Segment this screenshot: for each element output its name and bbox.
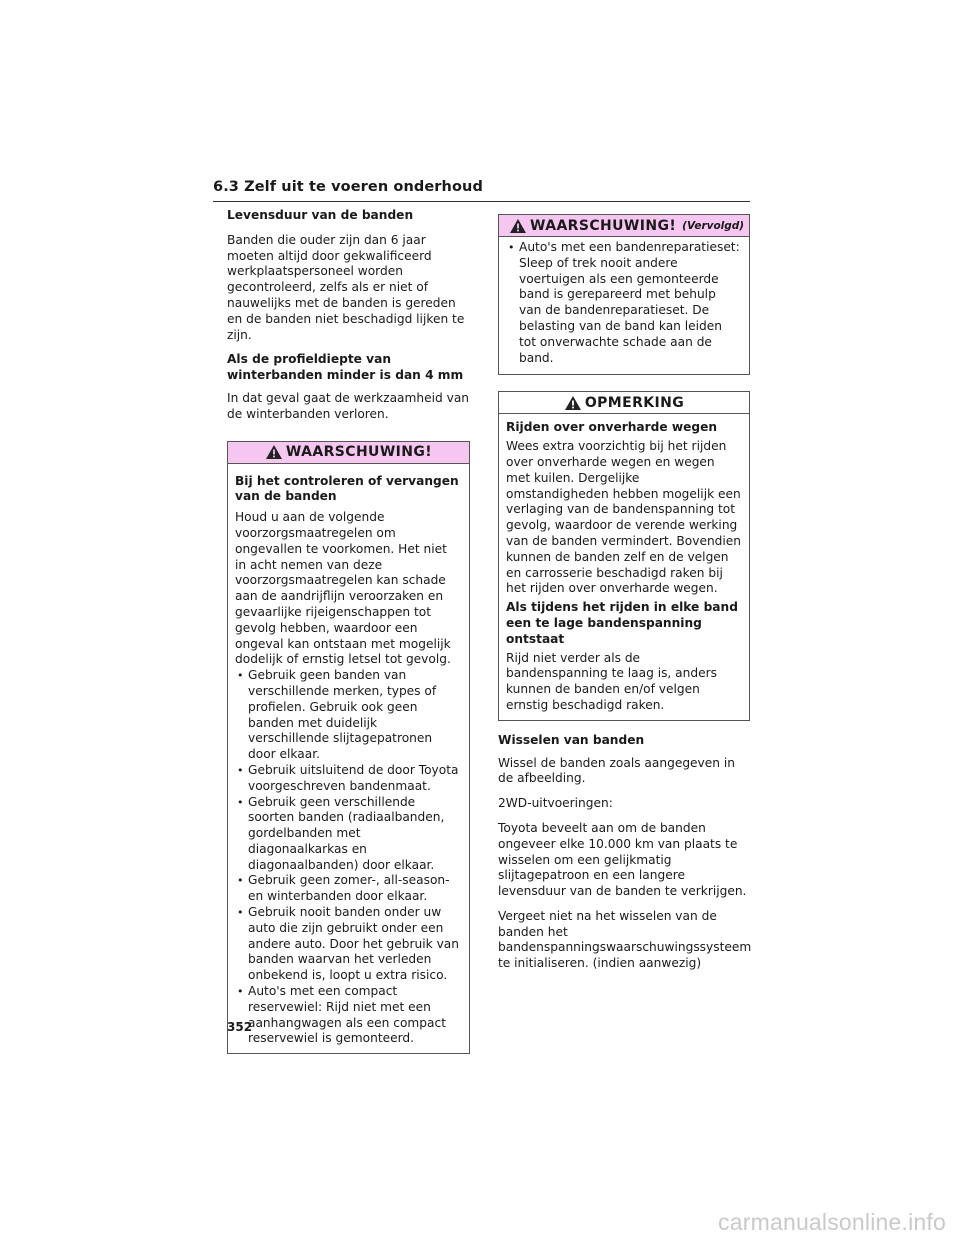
tire-life-text: Banden die ouder zijn dan 6 jaar moeten altijd door gekwalificeerd werkplaatspersoneel worden gecontroleerd, zelfs als er niet of nauwelijks met de banden is gereden en de banden niet beschadigd lijken te zijn. bbox=[227, 232, 465, 342]
warning-header bbox=[228, 442, 469, 464]
warning-subheading: Bij het controleren of vervangen van de banden bbox=[235, 473, 459, 504]
continued-tag: (Vervolgd) bbox=[682, 219, 745, 232]
list-item: • Gebruik geen banden van verschillende merken, types of profielen. Gebruik ook geen banden met duidelijk verschillende slijtagepatronen door elkaar. bbox=[235, 668, 461, 763]
left-column bbox=[227, 208, 470, 1054]
list-item: • Auto's met een compact reservewiel: Rijd niet met een aanhangwagen als een compact reservewiel is gemonteerd. bbox=[235, 984, 461, 1047]
note-heading-unpaved: Rijden over onverharde wegen bbox=[506, 420, 718, 435]
twowd-label: 2WD-uitvoeringen: bbox=[498, 796, 613, 811]
warning-continued-body bbox=[499, 237, 749, 374]
note-text-low-pressure: Rijd niet verder als de bandenspanning te laag is, anders kunnen de banden en/of velgen ernstig beschadigd raken. bbox=[506, 650, 717, 712]
list-item: • Gebruik geen zomer-, all-season- en winterbanden door elkaar. bbox=[235, 873, 461, 905]
winter-text: In dat geval gaat de werkzaamheid van de winterbanden verloren. bbox=[227, 390, 470, 421]
warning-continued-title: WAARSCHUWING! bbox=[530, 217, 677, 234]
warning-bullet-list bbox=[235, 668, 461, 1047]
list-item: • Gebruik nooit banden onder uw auto die zijn gebruikt onder een andere auto. Door het gebruik van banden waarvan het verleden onbekend is, loopt u extra risico. bbox=[235, 905, 461, 984]
warning-triangle-icon bbox=[509, 218, 527, 234]
warning-body bbox=[228, 464, 469, 1054]
twowd-text: Toyota beveelt aan om de banden ongeveer elke 10.000 km van plaats te wisselen om een gelijkmatig slijtagepatroon en een langere levensduur van de banden te verkrijgen. bbox=[498, 820, 747, 899]
list-item: • Auto's met een bandenreparatieset: Sleep of trek nooit andere voertuigen als een gemonteerde band is gerepareerd met behulp van de bandenreparatieset. De belasting van de band kan leiden tot onverwachte schade aan de band. bbox=[506, 240, 741, 366]
note-header bbox=[499, 392, 749, 414]
note-body bbox=[499, 414, 749, 719]
reset-text: Vergeet niet na het wisselen van de banden het bandenspanningswaarschuwingssysteem te initialiseren. (indien aanwezig) bbox=[498, 908, 752, 971]
note-box bbox=[498, 391, 750, 720]
list-item: • Gebruik geen verschillende soorten banden (radiaalbanden, gordelbanden met diagonaalkarkas en diagonaalbanden) door elkaar. bbox=[235, 795, 461, 874]
section-title: 6.3 Zelf uit te voeren onderhoud bbox=[213, 179, 483, 195]
winter-heading: Als de profieldiepte van winterbanden minder is dan 4 mm bbox=[227, 352, 464, 383]
rotation-heading: Wisselen van banden bbox=[498, 732, 645, 747]
warning-continued-box bbox=[498, 214, 750, 375]
warning-box bbox=[227, 441, 470, 1055]
note-title: OPMERKING bbox=[584, 394, 685, 411]
warning-title: WAARSCHUWING! bbox=[285, 444, 433, 461]
tire-life-heading: Levensduur van de banden bbox=[227, 208, 414, 222]
list-item: • Gebruik uitsluitend de door Toyota voorgeschreven bandenmaat. bbox=[235, 763, 461, 795]
warning-continued-header bbox=[499, 215, 749, 237]
warning-triangle-icon bbox=[265, 444, 283, 460]
caution-triangle-icon bbox=[564, 395, 582, 411]
warning-continued-list bbox=[506, 240, 741, 366]
watermark: carmanualsonline.info bbox=[718, 1209, 946, 1235]
note-text-unpaved: Wees extra voorzichtig bij het rijden over onverharde wegen en wegen met kuilen. Dergelijke omstandigheden hebben mogelijk een verlaging van de bandenspanning tot gevolg, waardoor de verende werking van de banden vermindert. Bovendien kunnen de banden zelf en de velgen en carrosserie beschadigd raken bij het rijden over onverharde wegen. bbox=[506, 439, 742, 596]
right-column bbox=[498, 214, 750, 981]
page-number: 352 bbox=[227, 1020, 253, 1034]
section-header bbox=[213, 178, 750, 202]
warning-intro: Houd u aan de volgende voorzorgsmaatregelen om ongevallen te voorkomen. Het niet in acht nemen van deze voorzorgsmaatregelen kan schade aan de aandrijflijn veroorzaken en gevaarlijke rijeigenschappen tot gevolg hebben, waardoor een ongeval kan ontstaan met mogelijk dodelijk of ernstig letsel tot gevolg. bbox=[235, 510, 451, 667]
rotation-text: Wissel de banden zoals aangegeven in de afbeelding. bbox=[498, 755, 735, 786]
note-heading-low-pressure: Als tijdens het rijden in elke band een te lage bandenspanning ontstaat bbox=[506, 600, 738, 646]
